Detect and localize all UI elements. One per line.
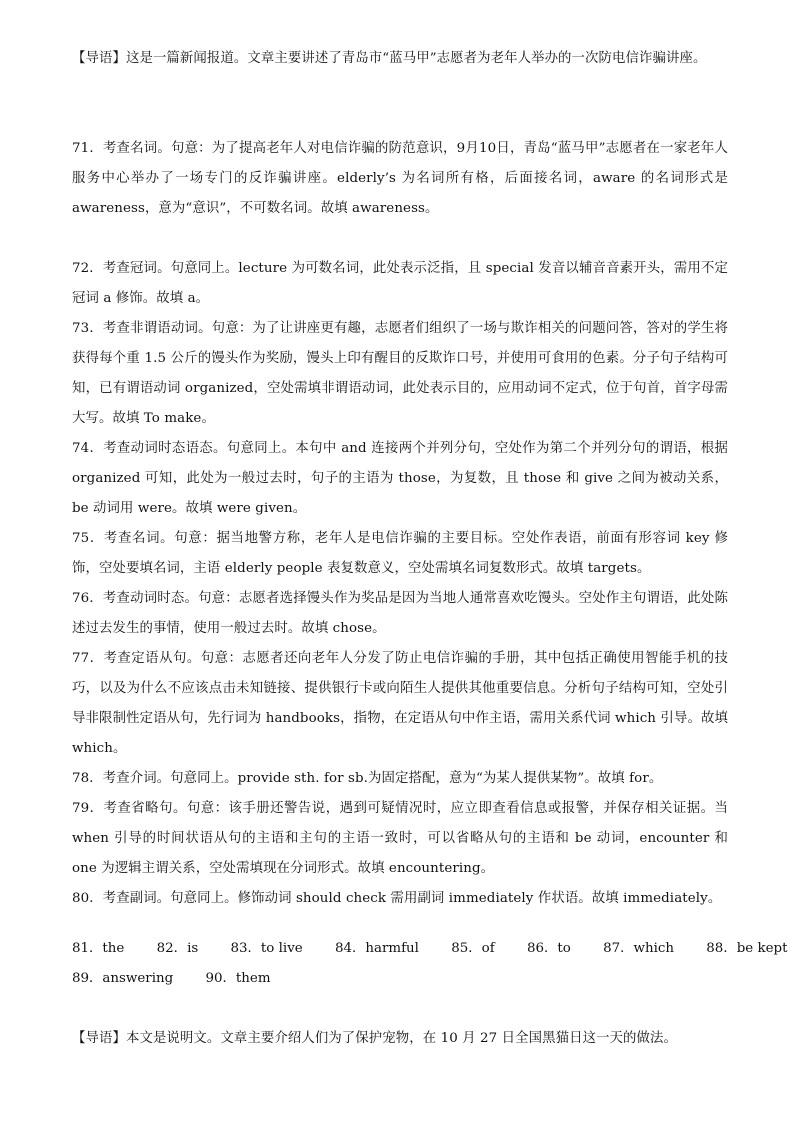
passage-intro: 【导语】这是一篇新闻报道。文章主要讲述了青岛市“蓝马甲”志愿者为老年人举办的一次防电信诈骗讲座。 bbox=[72, 51, 707, 66]
explanation-79: 79．考查省略句。句意：该手册还警告说，遇到可疑情况时，应立即查看信息或报警，并保存相关证据。当 when 引导的时间状语从句的主语和主句的主语一致时，可以省略从句的主语和 be 动词，encounter 和 one 为逻辑主谓关系，空处需填现在分词形式。故填 encountering。 bbox=[72, 801, 728, 876]
answer-83: 83．to live bbox=[230, 941, 303, 956]
answer-row bbox=[72, 934, 788, 964]
answer-87: 87．which bbox=[603, 941, 675, 956]
answer-row bbox=[72, 964, 728, 994]
explanation-77: 77．考查定语从句。句意：志愿者还向老年人分发了防止电信诈骗的手册，其中包括正确使用智能手机的技巧，以及为什么不应该点击未知链接、提供银行卡或向陌生人提供其他重要信息。分析句子结构可知，空处引导非限制性定语从句，先行词为 handbooks，指物，在定语从句中作主语，需用关系代词 which 引导。故填 which。 bbox=[72, 651, 728, 756]
answer-key bbox=[72, 934, 788, 994]
explanation-73: 73．考查非谓语动词。句意：为了让讲座更有趣，志愿者们组织了一场与欺诈相关的问题问答，答对的学生将获得每个重 1.5 公斤的馒头作为奖励，馒头上印有醒目的反欺诈口号，并使用可食用的色素。分子句子结构可知，已有谓语动词 organized，空处需填非谓语动词，此处表示目的，应用动词不定式，位于句首，首字母需大写。故填 To make。 bbox=[72, 321, 728, 426]
answer-86: 86．to bbox=[526, 941, 571, 956]
explanation-74: 74．考查动词时态语态。句意同上。本句中 and 连接两个并列分句，空处作为第二个并列分句的谓语，根据 organized 可知，此处为一般过去时，句子的主语为 those，为复数，且 those 和 give 之间为被动关系，be 动词用 were。故填 were given。 bbox=[72, 441, 728, 516]
explanation-80: 80．考查副词。句意同上。修饰动词 should check 需用副词 immediately 作状语。故填 immediately。 bbox=[72, 891, 722, 906]
answer-84: 84．harmful bbox=[334, 941, 419, 956]
answer-90: 90．them bbox=[205, 971, 271, 986]
explanation-72: 72．考查冠词。句意同上。lecture 为可数名词，此处表示泛指，且 special 发音以辅音音素开头，需用不定冠词 a 修饰。故填 a。 bbox=[72, 261, 728, 306]
answer-85: 85．of bbox=[451, 941, 495, 956]
explanation-75: 75．考查名词。句意：据当地警方称，老年人是电信诈骗的主要目标。空处作表语，前面有形容词 key 修饰，空处要填名词，主语 elderly people 表复数意义，空处需填名词复数形式。故填 targets。 bbox=[72, 531, 728, 576]
explanation-71: 71．考查名词。句意：为了提高老年人对电信诈骗的防范意识，9月10日，青岛“蓝马甲”志愿者在一家老年人服务中心举办了一场专门的反诈骗讲座。elderly’s 为名词所有格，后面接名词，aware 的名词形式是 awareness，意为“意识”，不可数名词。故填 awareness。 bbox=[72, 141, 728, 216]
explanation-76: 76．考查动词时态。句意：志愿者选择馒头作为奖品是因为当地人通常喜欢吃馒头。空处作主句谓语，此处陈述过去发生的事情，使用一般过去时。故填 chose。 bbox=[72, 591, 728, 636]
passage-intro-next: 【导语】本文是说明文。文章主要介绍人们为了保护宠物，在 10 月 27 日全国黑猫日这一天的做法。 bbox=[72, 1031, 678, 1046]
answer-82: 82．is bbox=[156, 941, 199, 956]
answer-81: 81．the bbox=[72, 941, 125, 956]
answer-88: 88．be kept bbox=[706, 941, 788, 956]
explanation-78: 78．考查介词。句意同上。provide sth. for sb.为固定搭配，意为“为某人提供某物”。故填 for。 bbox=[72, 771, 663, 786]
answer-89: 89．answering bbox=[72, 971, 174, 986]
